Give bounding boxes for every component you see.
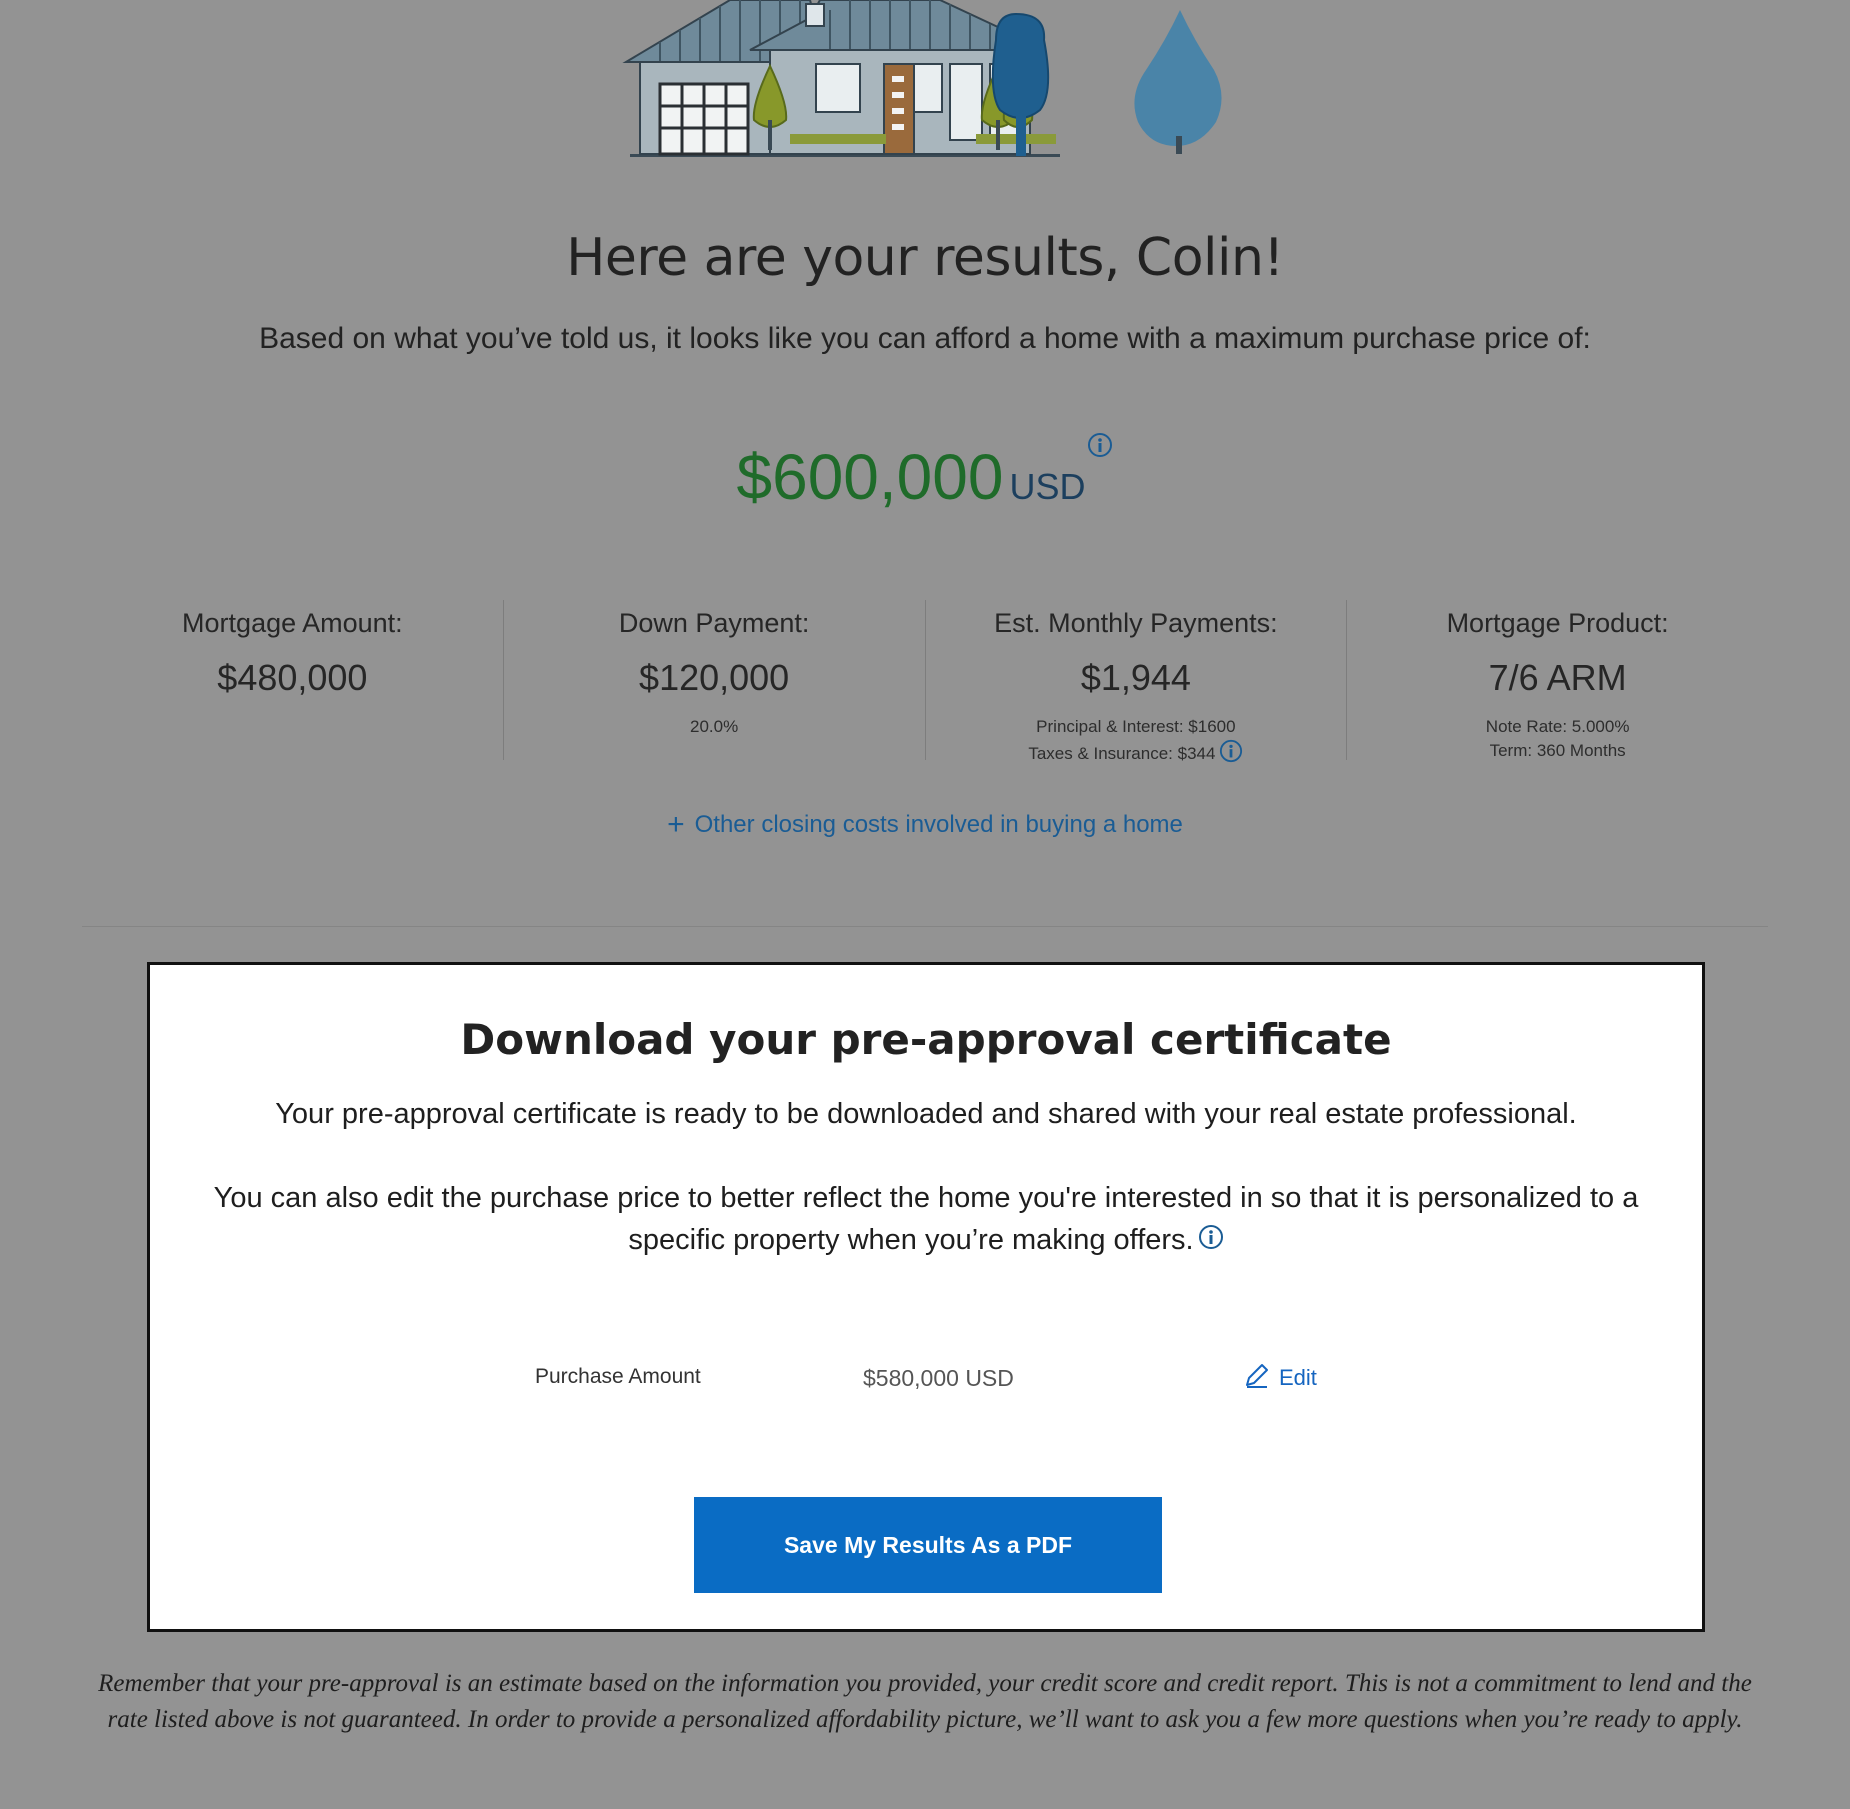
save-pdf-button[interactable]: Save My Results As a PDF — [694, 1497, 1162, 1593]
info-icon[interactable] — [1087, 432, 1113, 463]
stat-detail-row — [926, 739, 1347, 770]
stat-value: $480,000 — [217, 657, 368, 698]
stat-value: $120,000 — [639, 657, 790, 698]
stat-label: Mortgage Product: — [1446, 608, 1669, 638]
plus-icon: + — [667, 808, 685, 841]
stat-label: Mortgage Amount: — [182, 608, 403, 638]
stat-mortgage-amount — [82, 600, 504, 760]
max-purchase-price — [0, 440, 1850, 514]
stat-mortgage-product — [1347, 600, 1768, 760]
house-icon — [620, 0, 1230, 162]
stat-value: 7/6 ARM — [1488, 657, 1627, 698]
info-icon[interactable] — [1219, 739, 1243, 770]
stat-detail: Principal & Interest: $1600 — [1036, 717, 1236, 736]
edit-label: Edit — [1279, 1365, 1317, 1390]
results-subtitle: Based on what you’ve told us, it looks like you can afford a home with a maximum purchase price of: — [259, 322, 1591, 355]
purchase-amount-label: Purchase Amount — [535, 1365, 701, 1388]
certificate-text: Your pre-approval certificate is ready to be downloaded and shared with your real estate professional. — [275, 1098, 1577, 1130]
stat-label: Down Payment: — [618, 608, 810, 638]
stat-label: Est. Monthly Payments: — [994, 608, 1278, 638]
stat-detail: 20.0% — [690, 717, 739, 736]
section-divider — [82, 926, 1768, 927]
price-currency: USD — [1009, 466, 1086, 507]
certificate-title: Download your pre-approval certificate — [460, 1015, 1392, 1064]
stat-detail: Taxes & Insurance: $344 — [1028, 743, 1216, 763]
results-title: Here are your results, Colin! — [566, 228, 1284, 288]
certificate-edit-text-content: You can also edit the purchase price to better reflect the home you're interested in so that it is personalized to a specific property when you’re making offers. — [213, 1182, 1639, 1256]
info-icon[interactable] — [1198, 1220, 1224, 1262]
house-illustration — [620, 0, 1230, 162]
purchase-amount-value: $580,000 USD — [863, 1365, 1014, 1391]
closing-costs-link[interactable] — [0, 808, 1850, 842]
closing-costs-label: Other closing costs involved in buying a home — [694, 811, 1183, 838]
stat-down-payment — [504, 600, 926, 760]
certificate-card — [147, 962, 1705, 1632]
stat-monthly-payments — [926, 600, 1348, 763]
certificate-edit-text — [190, 1177, 1662, 1262]
stat-value: $1,944 — [1080, 657, 1191, 698]
pencil-icon — [1243, 1361, 1271, 1395]
stat-detail: Term: 360 Months — [1489, 741, 1626, 760]
disclaimer-text: Remember that your pre-approval is an estimate based on the information you provided, your credit score and credit report. This is not a commitment to lend and the rate listed above is not guaranteed. In order to provide a personalized affordability picture, we’ll want to ask you a few more questions when you’re ready to apply. — [98, 1670, 1752, 1733]
price-amount: $600,000 — [736, 441, 1004, 513]
results-stats — [82, 600, 1768, 763]
edit-purchase-button[interactable] — [1243, 1361, 1317, 1395]
stat-detail: Note Rate: 5.000% — [1485, 717, 1630, 736]
